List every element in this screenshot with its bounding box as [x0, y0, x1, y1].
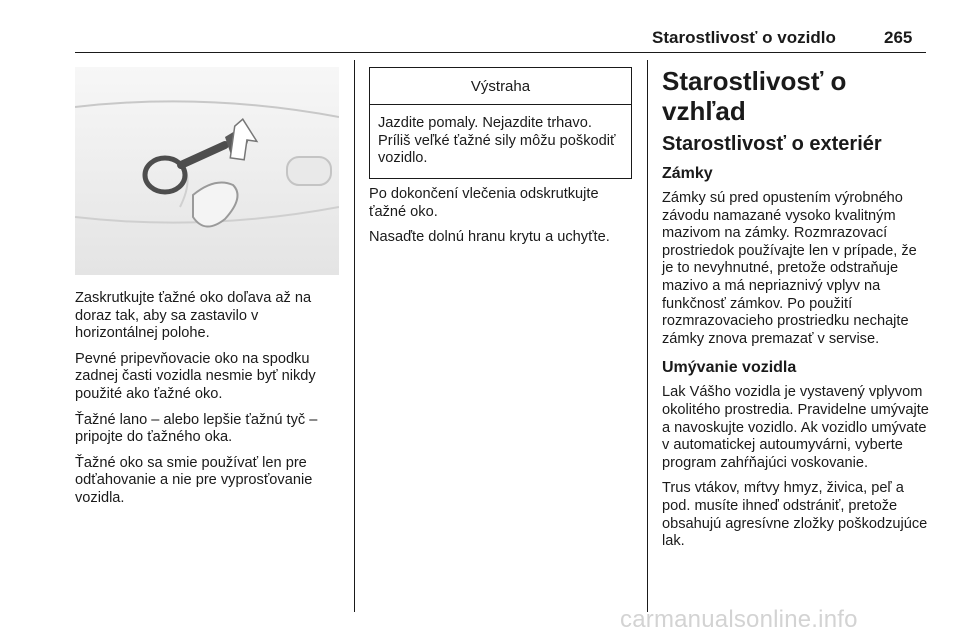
page-header: [0, 0, 960, 60]
section-heading: Starostlivosť o vzhľad: [662, 66, 847, 126]
column-divider-1: [354, 60, 355, 612]
page-number: 265: [884, 28, 913, 47]
paragraph: Zámky sú pred opustením výrobného závodu namazané vysoko kvalitným mazivom na zámky. Rozmrazovací prostriedok používajte len v prípade, že je to nevyhnutné, pretože odstraňuje mazivo a má nepriaznivý vplyv na funkčnosť zámkov. Po použití rozmrazovacieho prostriedku nechajte zámky znova premazať v servise.: [662, 190, 917, 347]
left-column-text: [75, 290, 345, 516]
warning-title: Výstraha: [370, 68, 631, 105]
running-title: Starostlivosť o vozidlo: [652, 28, 836, 47]
right-column-text: [662, 66, 930, 559]
paragraph: Nasaďte dolnú hranu krytu a uchyťte.: [369, 229, 610, 246]
warning-text: Jazdite pomaly. Nejazdite trhavo. Príliš veľké ťažné sily môžu poškodiť vozidlo.: [378, 115, 616, 167]
paragraph: Lak Vášho vozidla je vystavený vplyvom okolitého prostredia. Pravidelne umývajte a navoskujte vozidlo. Ak vozidlo umývate v automatickej autoumyvárni, vyberte program zahŕňajúci voskovanie.: [662, 384, 929, 471]
paragraph: Ťažné lano – alebo lepšie ťažnú tyč – pripojte do ťažného oka.: [75, 411, 318, 446]
paragraph: Zaskrutkujte ťažné oko doľava až na doraz tak, aby sa zastavilo v horizontálnej polohe.: [75, 290, 312, 342]
towing-eye-icon: [75, 67, 339, 275]
towing-eye-illustration: [75, 67, 339, 275]
topic-heading-washing: Umývanie vozidla: [662, 359, 797, 377]
paragraph: Ťažné oko sa smie používať len pre odťahovanie a nie pre vyprosťovanie vozidla.: [75, 454, 313, 506]
warning-box: [369, 67, 632, 179]
middle-column-text: [369, 186, 635, 255]
column-divider-2: [647, 60, 648, 612]
paragraph: Po dokončení vlečenia odskrutkujte ťažné oko.: [369, 186, 599, 220]
paragraph: Trus vtákov, mŕtvy hmyz, živica, peľ a pod. musíte ihneď odstrániť, pretože obsahujú agresívne zložky poškodzujúce lak.: [662, 480, 928, 550]
topic-heading-locks: Zámky: [662, 165, 713, 182]
paragraph: Pevné pripevňovacie oko na spodku zadnej časti vozidla nesmie byť nikdy použité ako ťažné oko.: [75, 350, 316, 402]
header-rule: [75, 52, 926, 53]
subsection-heading: Starostlivosť o exteriér: [662, 133, 882, 155]
watermark: carmanualsonline.info: [620, 606, 858, 633]
